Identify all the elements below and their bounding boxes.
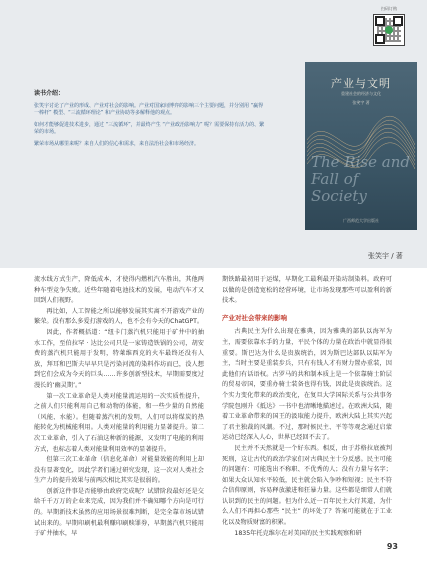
body-paragraph: 民主并不天然就是一个好东西。相反，由于苏格拉底被判死刑，这让古代的政治学家们对古典民主十分反感。民主可能的问题有：可能选出不称职、不优秀的人；没有力量与名字；如果大众认知水平较低，民主就会陷入争吵和短视；民主不符合信仰原则，容易释放激进和狂暴力量。这些都是细常人们就认识到的民主的问题。但为什么近一百年民主大行其道，为什么人们不再担心那些 “民主” 的坏处了？答案可能就在于工业化以及物质财富的积累。: [222, 444, 392, 527]
body-paragraph: 1835年托克维尔在对美国的民主实践观察和研: [234, 529, 362, 537]
page-number: 93: [386, 542, 398, 551]
intro-paragraph: 张笑宇讨论了产业的形成、产业对社会的影响。产业对国家间博弈的影响三个主要问题，并分别用 “赢得一棒杆” 模型、“三流循环理论” 和产业协助等多解释他的观点。: [34, 103, 264, 116]
body-paragraph: 因此，作者概括道：“纽卡门蒸汽机只能用于矿井中的抽水工作，至伯拉罕 · 达比公司只是一家铸造铁锅的公司，胡安费的蒸汽机只能用于发明，特莱维西克的火车最终还没有人放，拜耳和巴斯夫早早只是污染河流的染料作坊而已，没人想到它们会成为今天的巨头……许多创新型技术，早期需要度过漫长的‘幽灵期’。”: [34, 328, 204, 389]
author-credit: 张笑宇 / 著: [368, 252, 403, 260]
qr-label: 扫码订购: [381, 6, 397, 11]
body-paragraph: 但第三次工业革命（信息化革命）对能量效能的利用上却没有显著变化，因此学者们通过研究发现，这一次对人类社会生产力的提升效果与前两次相比其实是很弱的。: [34, 456, 204, 485]
cover-author: 张笑宇 著: [352, 100, 370, 105]
body-paragraph: 流水线方式生产，降低成本，才使得内燃机汽车胜出，其他两种车型竞争失败。近些年随着电池技术的发展，电动汽车才又回到人们视野。: [34, 276, 204, 305]
left-column: [34, 275, 204, 540]
body-paragraph: 创新这件事是否能够由政府完成呢？试错阶段最好还是交给千千万万的企业来完成，因为我们并不确知哪个方向是可行的。早期新技术虽然的应用场景很难判断，是完全靠市场试错试出来的。早期印刷机最利赚印刷赎罪券，早期蒸汽机只能用于矿井抽水，早: [34, 487, 204, 538]
intro-heading: 读书介绍：: [34, 90, 65, 97]
body-paragraph: 期铁路最初用于运煤，早期化工最利最开染坊制染料。政府可以做的是创造宽松的经营环境，让市场发现那些可以盈利的新技术。: [222, 276, 392, 305]
cover-publisher: 广西师范大学出版社: [343, 218, 379, 223]
cover-subtitle: 重建社会的经济与文化: [341, 91, 381, 96]
right-column: [222, 275, 392, 539]
qr-block[interactable]: [369, 6, 409, 46]
qr-code-icon[interactable]: [373, 14, 405, 46]
body-paragraph: 古典民主为什么出现在雅典，因为雅典的部队以海军为主，需要依靠水手的力量，平民个体的力量在政治中就显得很重要。斯巴达为什么是贵族统治，因为斯巴达部队以陆军为主，当时主要是重装步兵，只有有钱人才有财力置办重装，因此他们有话语权。古罗马的共和制本质上是一个依靠骑士阶层的贸易帝国，要重办骑士装备也得有钱，因此是贵族统治。这个实力变化带来的政治变化，在复旦大学国际关系与公共事务学院包刚升《抵达》一书中也清晰地描述过。在欧洲大陆，随着工业革命带来的国王的汲取能力提升，欧洲大陆上其实兴起了君主独裁的风潮。不过，那时候民主、平等等观念通过启蒙运动已经深入人心，世界已经回不去了。: [222, 328, 392, 442]
body-paragraph: 第一次工业革命是人类对能量流运用的一次实质性提升，之前人们只能利用自己和动物的体能，和一些少量的自然能（风能、水能）。但随着蒸汽机的发明，人们可以将煤炭的热能转化为机械能利用。人类对能量的利用能力显著提升。第二次工业革命，引入了石油这种新的能源，又发明了电能的利用方式，也标志着人类对能量利用效率的显著提升。: [34, 392, 204, 453]
intro-paragraph: 如何才能够促进技术进步，通过 “三流循环”，并最终产生 “产业政治影响力” 呢？需要保持有活力的、繁荣的市场。: [34, 122, 265, 135]
section-heading: 产业对社会带来的影响: [222, 313, 287, 322]
intro-paragraph: 繁荣市场从哪里来呢？来自人们的信心和需求，来自法治社会和市场经济。: [34, 141, 200, 147]
cover-title: 产业与文明: [331, 77, 391, 90]
body-paragraph: 再比如，人工智能之所以能够发展其实离不开游戏产业的繁荣。没有那么多爱打游戏的人，也不会有今天的ChatGPT。: [34, 307, 204, 326]
book-introduction: [34, 90, 266, 153]
book-cover-image: [305, 62, 417, 230]
cover-english-title: The Rise and Fall of Society: [311, 153, 410, 205]
